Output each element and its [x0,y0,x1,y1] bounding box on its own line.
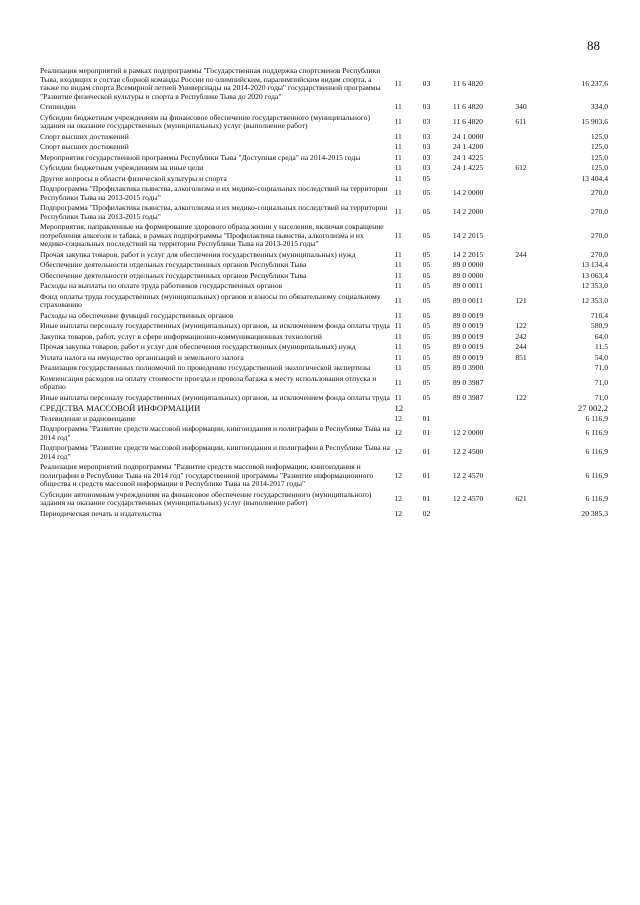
row-expense-type [515,203,551,222]
row-name: Спорт высших достижений [40,142,129,151]
table-row [40,281,608,292]
row-target-code: 89 0 0000 [452,270,484,280]
row-subsection-code: 03 [422,142,431,151]
row-amount: 270,0 [590,230,608,240]
row-subsection-code: 05 [422,310,431,320]
row-amount: 15 903,6 [581,116,608,126]
table-row [40,321,608,332]
table-row [40,509,608,520]
row-expense-type [515,260,551,271]
row-section-code: 12 [394,413,403,423]
page-number: 88 [587,38,600,53]
row-target-code: 12 2 4500 [452,447,484,457]
row-section-code: 11 [394,207,402,217]
row-target-code: 89 0 0000 [452,260,484,269]
row-name: Стипендии [40,102,76,111]
row-section-code: 12 [394,403,404,413]
row-section-code: 12 [394,493,403,503]
row-amount: 13 134,4 [581,260,608,269]
row-amount: 6 116,9 [585,470,608,480]
row-name: Подпрограмма "Развитие средств массовой информации, книгоиздания и полиграфии в Республике Тыва на 2014 год" [40,424,390,442]
row-target-code: 12 2 4570 [452,470,484,480]
row-subsection-code: 03 [422,152,431,162]
row-section-code: 11 [394,152,402,162]
row-expense-type [515,142,551,153]
row-amount: 334,0 [590,102,608,111]
table-row [40,393,608,404]
row-expense-type: 121 [515,295,527,305]
row-amount: 6 116,9 [585,447,608,457]
table-row [40,443,608,462]
row-subsection-code: 03 [422,78,431,88]
row-target-code: 89 0 0011 [452,281,483,290]
row-amount: 20 385,3 [581,508,608,518]
table-row [40,292,608,311]
row-section-code: 11 [394,260,402,269]
budget-table [40,66,608,519]
row-name: Иные выплаты персоналу государственных (муниципальных) органов, за исключением фонда оплаты труда [40,321,390,330]
row-subsection-code: 05 [422,321,431,330]
row-subsection-code: 05 [422,207,431,217]
table-row [40,203,608,222]
row-expense-type: 242 [515,331,527,341]
row-amount: 580,9 [590,321,608,330]
row-target-code: 12 2 4570 [452,493,484,503]
row-target-code: 11 6 4820 [452,116,483,126]
row-target-code: 24 1 4225 [452,152,484,162]
row-expense-type: 244 [515,342,527,351]
row-amount: 125,0 [590,152,608,162]
row-name: Расходы на обеспечение функций государственных органов [40,310,234,320]
row-name: Обеспечение деятельности отдельных государственных органов Республики Тыва [40,260,307,269]
row-subsection-code: 05 [422,295,431,305]
row-subsection-code: 01 [422,447,431,457]
row-amount: 11,5 [594,342,608,351]
row-section-code: 11 [394,188,402,198]
table-row [40,132,608,143]
row-subsection-code: 05 [422,363,431,372]
table-row [40,142,608,153]
table-row [40,414,608,425]
row-section-code: 11 [394,392,402,402]
row-target-code: 14 2 2015 [452,230,484,240]
table-row [40,260,608,271]
row-subsection-code [423,403,453,414]
row-target-code: 89 0 0019 [452,342,484,351]
row-target-code: 14 2 2015 [452,249,484,259]
row-name: Подпрограмма "Профилактика пьянства, алкоголизма и их медико-социальных последствий на территории Республики Тыва на 2013-2015 годы" [40,203,388,221]
row-section-code: 11 [394,163,402,172]
row-target-code: 89 0 0019 [452,352,484,362]
row-subsection-code: 03 [422,102,431,111]
row-name: Другие вопросы в области физической культуры и спорта [40,173,227,183]
row-expense-type [515,281,551,292]
row-target-code: 24 1 4200 [452,142,484,151]
row-section-code: 11 [394,342,402,351]
row-expense-type [515,132,551,143]
table-row [40,174,608,185]
row-subsection-code: 01 [422,428,431,438]
row-amount: 12 353,0 [581,295,608,305]
row-amount: 13 404,4 [581,173,608,183]
row-expense-type [515,374,551,393]
row-amount: 71,0 [594,363,608,372]
row-subsection-code: 03 [422,116,431,126]
row-section-code: 12 [394,508,403,518]
row-expense-type [515,174,551,185]
row-subsection-code: 03 [422,131,431,141]
row-name: Мероприятия государственной программы Республики Тыва "Доступная среда" на 2014-2015 годы [40,152,361,162]
row-name: Мероприятия, направленные на формирование здорового образа жизни у населения, включая сокращение потребления алкоголя и табака, в рамках подпрограммы "Профилактика пьянства, алкоголизма и их медико-социальных последствий на территории Республики Тыва на 2013-2015 годы" [40,222,384,248]
row-amount: 6 116,9 [585,493,608,503]
table-row [40,342,608,353]
row-target-code [453,509,515,520]
row-section-code: 11 [394,331,402,341]
row-section-code: 11 [394,78,402,88]
table-row [40,102,608,113]
row-expense-type: 122 [515,392,527,402]
row-amount: 27 002,2 [577,403,608,413]
row-section-code: 12 [394,447,403,457]
row-target-code: 89 0 0019 [452,331,484,341]
table-row [40,66,608,102]
row-target-code: 89 0 0019 [452,321,484,330]
row-section-code: 11 [394,173,402,183]
table-row [40,353,608,364]
row-name: Закупка товаров, работ, услуг в сфере информационно-коммуникационных технологий [40,331,322,341]
row-name: Субсидии бюджетным учреждениям на финансовое обеспечение государственного (муниципального) задания на оказание государственных (муниципальных) услуг (выполнение работ) [40,112,370,130]
table-row [40,490,608,509]
row-name: Прочая закупка товаров, работ и услуг для обеспечения государственных (муниципальных) нужд [40,249,356,259]
row-name: Подпрограмма "Развитие средств массовой информации, книгоиздания и полиграфии в Республике Тыва на 2014 год" [40,443,390,461]
row-amount: 125,0 [590,142,608,151]
row-section-code: 12 [394,470,403,480]
row-amount: 125,0 [590,131,608,141]
row-subsection-code: 05 [422,249,431,259]
row-name: Иные выплаты персоналу государственных (муниципальных) органов, за исключением фонда оплаты труда [40,392,390,402]
row-name: Субсидии бюджетным учреждениям на иные цели [40,163,204,172]
row-subsection-code: 05 [422,188,431,198]
row-expense-type [515,222,551,250]
row-target-code: 11 6 4820 [452,102,483,111]
table-row [40,222,608,250]
row-subsection-code: 03 [422,163,431,172]
row-expense-type [515,184,551,203]
row-section-code: 11 [394,116,402,126]
row-name: Прочая закупка товаров, работ и услуг для обеспечения государственных (муниципальных) нужд [40,342,356,351]
row-name: Периодическая печать и издательства [40,508,162,518]
row-name: Реализация государственных полномочий по проведению государственной экологической экспертизы [40,363,371,372]
row-target-code: 11 6 4820 [452,78,483,88]
row-expense-type: 851 [515,352,527,362]
row-subsection-code: 05 [422,331,431,341]
row-section-code: 11 [394,131,402,141]
row-subsection-code: 05 [422,392,431,402]
row-subsection-code: 01 [422,493,431,503]
row-target-code: 24 1 0000 [452,131,484,141]
row-section-code: 11 [394,270,402,280]
row-expense-type [515,414,551,425]
row-expense-type: 244 [515,249,527,259]
row-amount: 71,0 [594,377,608,387]
row-target-code [453,174,515,185]
row-amount: 270,0 [590,207,608,217]
row-section-code: 11 [394,321,402,330]
row-expense-type [515,66,551,102]
row-subsection-code: 05 [422,377,431,387]
row-expense-type [515,462,551,490]
row-target-code: 89 0 3987 [452,392,484,402]
table-row [40,113,608,132]
row-expense-type [515,443,551,462]
row-target-code: 14 2 2000 [452,207,484,217]
row-section-code: 12 [394,428,403,438]
table-row [40,184,608,203]
row-subsection-code: 05 [422,270,431,280]
table-row [40,363,608,374]
row-expense-type [515,271,551,282]
row-section-code: 11 [394,249,402,259]
row-amount: 710,4 [590,310,608,320]
row-expense-type: 612 [515,163,527,172]
row-subsection-code: 05 [422,281,431,290]
row-amount: 125,0 [590,163,608,172]
table-row [40,374,608,393]
table-row [40,250,608,261]
row-name: Уплата налога на имущество организаций и земельного налога [40,352,244,362]
budget-rows [40,66,608,519]
row-expense-type: 340 [515,102,527,111]
table-row [40,462,608,490]
row-section-code: 11 [394,363,402,372]
row-amount: 270,0 [590,249,608,259]
row-name: Компенсация расходов на оплату стоимости проезда и провоза багажа к месту использования отпуска и обратно [40,373,377,391]
row-section-code: 11 [394,230,402,240]
row-amount: 64,0 [594,331,608,341]
row-amount: 12 353,0 [581,281,608,290]
row-name: Расходы на выплаты по оплате труда работников государственных органов [40,281,283,290]
row-section-code: 11 [394,295,402,305]
row-expense-type [515,424,551,443]
row-name: Фонд оплаты труда государственных (муниципальных) органов и взносы по обязательному социальному страхованию [40,291,381,309]
row-target-code: 89 0 0011 [452,295,483,305]
row-subsection-code: 01 [422,470,431,480]
row-name: Реализация мероприятий подпрограммы "Развитие средств массовой информации, книгоиздания и полиграфии в Республике Тыва на 2014 год" государственной программы "Развитие информационного общества и средств массовой информации в Республике Тыва на 2014-2017 годы" [40,462,374,488]
table-row [40,153,608,164]
row-target-code: 89 0 3900 [452,363,484,372]
row-target-code: 14 2 0000 [452,188,484,198]
row-amount: 16 237,6 [581,78,608,88]
row-section-code: 11 [394,310,402,320]
row-expense-type [515,153,551,164]
table-row [40,332,608,343]
table-row [40,271,608,282]
row-name: СРЕДСТВА МАССОВОЙ ИНФОРМАЦИИ [40,403,201,413]
row-subsection-code: 05 [422,342,431,351]
row-target-code: 12 2 0000 [452,428,484,438]
row-subsection-code: 05 [422,230,431,240]
row-name: Спорт высших достижений [40,131,129,141]
section-row [40,403,608,414]
row-amount: 71,0 [594,392,608,402]
row-expense-type: 122 [515,321,527,330]
row-amount: 54,0 [594,352,608,362]
row-amount: 13 063,4 [581,270,608,280]
row-expense-type [515,509,551,520]
row-expense-type: 621 [515,493,527,503]
row-subsection-code: 05 [422,260,431,269]
row-name: Реализация мероприятий в рамках подпрограммы "Государственная поддержка спортсменов Республики Тыва, входящих в состав сборной команды России по олимпийским, паралимпийским видам спорта, а также по видам спорта Всемирной летней Универсиады на 2014-2020 годы" государственной программы "Развитие физической культуры и спорта в Республике Тыва до 2020 года" [40,66,381,101]
row-section-code: 11 [394,281,402,290]
row-name: Телевидение и радиовещание [40,413,136,423]
row-amount: 270,0 [590,188,608,198]
row-name: Обеспечение деятельности отдельных государственных органов Республики Тыва [40,270,307,280]
row-target-code [453,414,515,425]
row-name: Субсидии автономным учреждениям на финансовое обеспечение государственного (муниципального) задания на оказание государственных (муниципальных) услуг (выполнение работ) [40,489,372,507]
row-section-code: 11 [394,142,402,151]
row-subsection-code: 05 [422,173,431,183]
row-subsection-code: 02 [422,508,431,518]
row-target-code: 89 0 3987 [452,377,484,387]
row-subsection-code: 05 [422,352,431,362]
table-row [40,163,608,174]
row-expense-type [515,363,551,374]
row-target-code: 24 1 4225 [452,163,484,172]
row-target-code: 89 0 0019 [452,310,484,320]
row-name: Подпрограмма "Профилактика пьянства, алкоголизма и их медико-социальных последствий на территории Республики Тыва на 2013-2015 годы" [40,184,388,202]
row-section-code: 11 [394,102,402,111]
row-expense-type: 611 [515,116,527,126]
row-target-code [453,403,515,414]
table-row [40,311,608,322]
row-amount: 6 116,9 [585,428,608,438]
table-row [40,424,608,443]
row-amount: 6 116,9 [585,413,608,423]
row-section-code: 11 [394,352,402,362]
row-expense-type [515,311,551,322]
row-section-code: 11 [394,377,402,387]
row-expense-type [515,403,551,414]
row-subsection-code: 01 [422,413,431,423]
